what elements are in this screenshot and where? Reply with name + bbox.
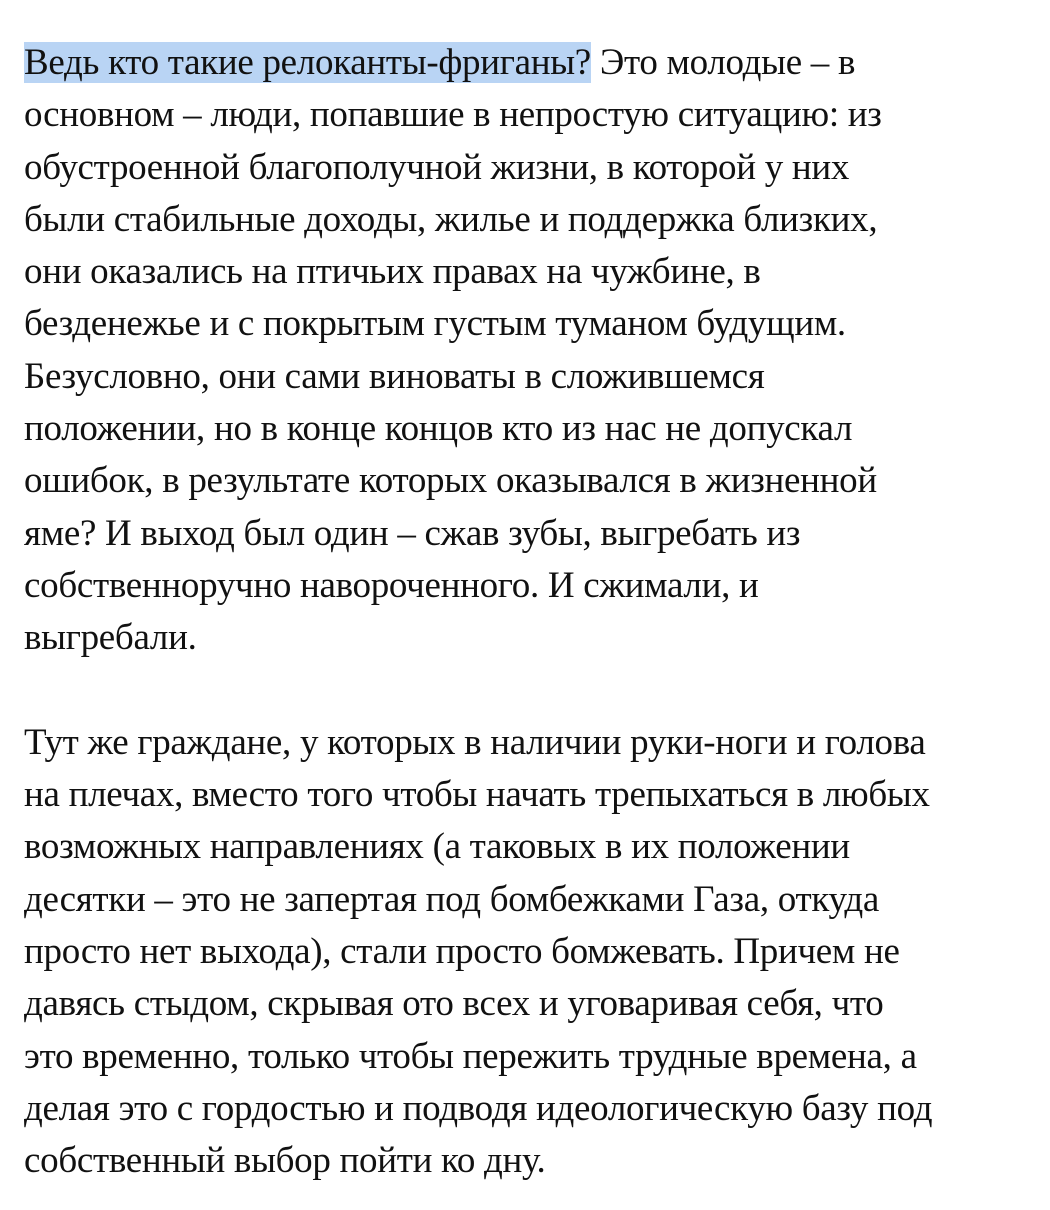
paragraph-2: Тут же граждане, у которых в наличии руки-ноги и голова на плечах, вместо того чтобы начать трепыхаться в любых возможных направлениях (а таковых в их положении десятки – это не запертая под бомбежками Газа, откуда просто нет выхода), стали просто бомжевать. Причем не давясь стыдом, скрывая ото всех и уговаривая себя, что это временно, только чтобы пережить трудные времена, а делая это с гордостью и подводя идеологическую базу под собственный выбор пойти ко дну. [24,721,933,1182]
paragraph-1 [24,37,1034,665]
document-body [24,37,1034,1188]
selected-text[interactable]: Ведь кто такие релоканты-фриганы? [24,42,591,83]
paragraph-1-text: Это молодые – в основном – люди, попавшие в непростую ситуацию: из обустроенной благополучной жизни, в которой у них были стабильные доходы, жилье и поддержка близких, они оказались на птичьих правах на чужбине, в безденежье и с покрытым густым туманом будущим. Безусловно, они сами виноваты в сложившемся положении, но в конце концов кто из нас не допускал ошибок, в результате которых оказывался в жизненной яме? И выход был один – сжав зубы, выгребать из собственноручно навороченного. И сжимали, и выгребали. [24,42,882,659]
paragraph-gap [24,665,1034,717]
